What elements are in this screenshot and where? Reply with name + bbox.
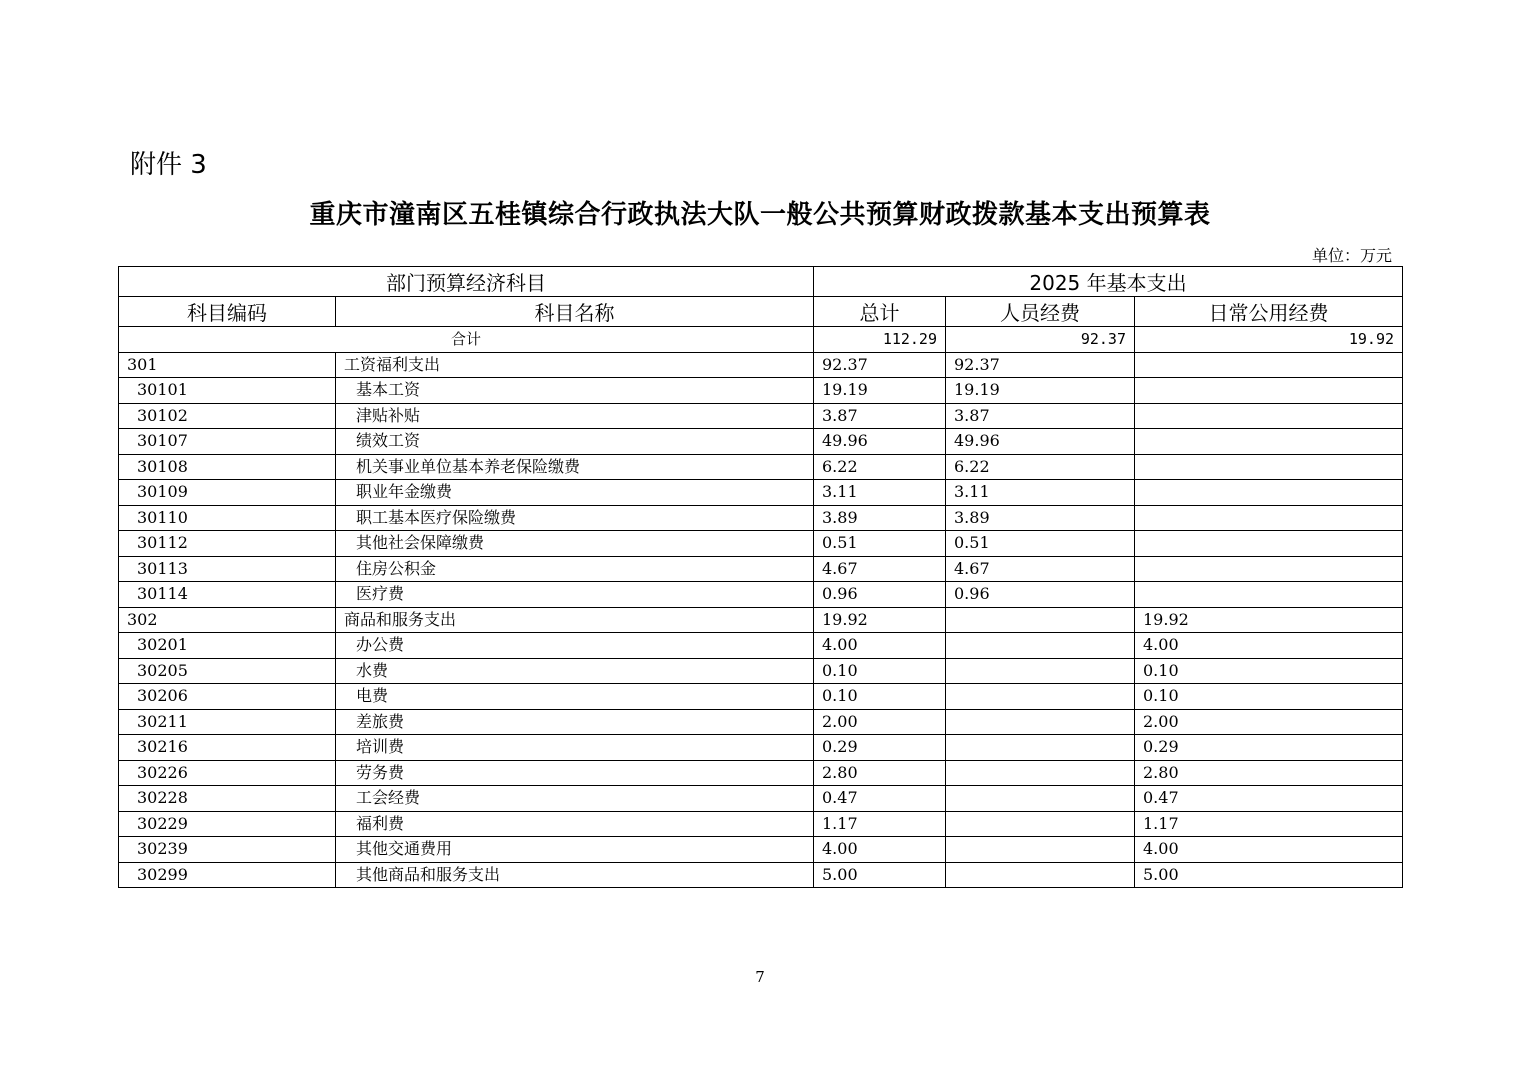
row-total: 6.22 <box>814 454 946 480</box>
table-row <box>119 862 1403 888</box>
budget-table <box>118 266 1403 888</box>
row-code: 30211 <box>119 709 336 735</box>
row-personnel <box>946 709 1135 735</box>
row-code: 30114 <box>119 582 336 608</box>
row-total: 3.11 <box>814 480 946 506</box>
row-name: 机关事业单位基本养老保险缴费 <box>336 454 814 480</box>
total-label: 合计 <box>119 327 814 353</box>
row-code: 30108 <box>119 454 336 480</box>
table-row <box>119 658 1403 684</box>
row-name: 办公费 <box>336 633 814 659</box>
row-name: 工会经费 <box>336 786 814 812</box>
header-economic-subject: 部门预算经济科目 <box>119 267 814 297</box>
row-name: 电费 <box>336 684 814 710</box>
row-personnel <box>946 811 1135 837</box>
row-personnel <box>946 837 1135 863</box>
row-total: 0.51 <box>814 531 946 557</box>
row-public: 19.92 <box>1135 607 1403 633</box>
row-public <box>1135 378 1403 404</box>
header-column-row <box>119 297 1403 327</box>
total-total: 112.29 <box>814 327 946 353</box>
row-code: 30113 <box>119 556 336 582</box>
row-personnel <box>946 735 1135 761</box>
row-total: 0.47 <box>814 786 946 812</box>
row-name: 职工基本医疗保险缴费 <box>336 505 814 531</box>
table-row <box>119 786 1403 812</box>
row-public <box>1135 480 1403 506</box>
row-name: 水费 <box>336 658 814 684</box>
table-row <box>119 760 1403 786</box>
row-code: 302 <box>119 607 336 633</box>
row-code: 30299 <box>119 862 336 888</box>
unit-label: 单位：万元 <box>1311 246 1392 265</box>
row-personnel: 6.22 <box>946 454 1135 480</box>
total-public: 19.92 <box>1135 327 1403 353</box>
row-total: 92.37 <box>814 352 946 378</box>
row-public: 0.10 <box>1135 658 1403 684</box>
row-name: 基本工资 <box>336 378 814 404</box>
row-name: 其他交通费用 <box>336 837 814 863</box>
table-row <box>119 556 1403 582</box>
total-personnel: 92.37 <box>946 327 1135 353</box>
row-name: 商品和服务支出 <box>336 607 814 633</box>
row-total: 0.10 <box>814 658 946 684</box>
row-personnel <box>946 633 1135 659</box>
row-public <box>1135 454 1403 480</box>
row-personnel: 4.67 <box>946 556 1135 582</box>
header-code: 科目编码 <box>119 297 336 327</box>
row-code: 30216 <box>119 735 336 761</box>
row-name: 绩效工资 <box>336 429 814 455</box>
table-row <box>119 633 1403 659</box>
row-public <box>1135 352 1403 378</box>
row-total: 19.92 <box>814 607 946 633</box>
row-name: 差旅费 <box>336 709 814 735</box>
row-personnel <box>946 607 1135 633</box>
row-code: 30101 <box>119 378 336 404</box>
row-personnel: 3.89 <box>946 505 1135 531</box>
row-name: 劳务费 <box>336 760 814 786</box>
row-personnel: 0.51 <box>946 531 1135 557</box>
header-total: 总计 <box>814 297 946 327</box>
row-total: 0.10 <box>814 684 946 710</box>
table-row <box>119 531 1403 557</box>
row-public: 4.00 <box>1135 837 1403 863</box>
row-personnel <box>946 684 1135 710</box>
header-group-row <box>119 267 1403 297</box>
row-name: 职业年金缴费 <box>336 480 814 506</box>
row-code: 30107 <box>119 429 336 455</box>
row-public <box>1135 531 1403 557</box>
row-personnel: 49.96 <box>946 429 1135 455</box>
row-total: 4.00 <box>814 633 946 659</box>
row-public <box>1135 556 1403 582</box>
row-code: 30228 <box>119 786 336 812</box>
table-body <box>119 327 1403 888</box>
table-row <box>119 454 1403 480</box>
page-title: 重庆市潼南区五桂镇综合行政执法大队一般公共预算财政拨款基本支出预算表 <box>309 200 1211 230</box>
row-personnel: 92.37 <box>946 352 1135 378</box>
row-public: 0.29 <box>1135 735 1403 761</box>
row-name: 工资福利支出 <box>336 352 814 378</box>
row-code: 30109 <box>119 480 336 506</box>
row-public: 4.00 <box>1135 633 1403 659</box>
row-total: 4.00 <box>814 837 946 863</box>
row-total: 19.19 <box>814 378 946 404</box>
table-row <box>119 352 1403 378</box>
attachment-label: 附件 3 <box>130 150 207 180</box>
row-code: 30112 <box>119 531 336 557</box>
header-name: 科目名称 <box>336 297 814 327</box>
row-personnel <box>946 760 1135 786</box>
table-row <box>119 582 1403 608</box>
row-public: 2.00 <box>1135 709 1403 735</box>
row-code: 30239 <box>119 837 336 863</box>
row-public <box>1135 505 1403 531</box>
row-total: 5.00 <box>814 862 946 888</box>
row-code: 30110 <box>119 505 336 531</box>
row-public: 0.47 <box>1135 786 1403 812</box>
row-total: 0.29 <box>814 735 946 761</box>
row-code: 30102 <box>119 403 336 429</box>
total-row <box>119 327 1403 353</box>
row-total: 2.00 <box>814 709 946 735</box>
row-public: 2.80 <box>1135 760 1403 786</box>
row-total: 2.80 <box>814 760 946 786</box>
row-name: 培训费 <box>336 735 814 761</box>
row-personnel: 19.19 <box>946 378 1135 404</box>
row-public <box>1135 429 1403 455</box>
table-row <box>119 480 1403 506</box>
row-personnel <box>946 786 1135 812</box>
page-number: 7 <box>755 968 765 986</box>
row-code: 30206 <box>119 684 336 710</box>
row-code: 30229 <box>119 811 336 837</box>
table-row <box>119 735 1403 761</box>
table-row <box>119 709 1403 735</box>
row-public: 0.10 <box>1135 684 1403 710</box>
row-total: 3.89 <box>814 505 946 531</box>
row-code: 30201 <box>119 633 336 659</box>
row-personnel: 3.11 <box>946 480 1135 506</box>
row-total: 3.87 <box>814 403 946 429</box>
header-basic-expenditure: 2025 年基本支出 <box>814 267 1403 297</box>
row-total: 49.96 <box>814 429 946 455</box>
row-public: 1.17 <box>1135 811 1403 837</box>
row-code: 30205 <box>119 658 336 684</box>
row-name: 医疗费 <box>336 582 814 608</box>
table-row <box>119 378 1403 404</box>
row-personnel: 3.87 <box>946 403 1135 429</box>
row-name: 其他商品和服务支出 <box>336 862 814 888</box>
row-public: 5.00 <box>1135 862 1403 888</box>
row-personnel <box>946 658 1135 684</box>
row-total: 1.17 <box>814 811 946 837</box>
table-row <box>119 684 1403 710</box>
table-row <box>119 403 1403 429</box>
header-public: 日常公用经费 <box>1135 297 1403 327</box>
row-name: 津贴补贴 <box>336 403 814 429</box>
row-name: 福利费 <box>336 811 814 837</box>
table-row <box>119 505 1403 531</box>
table-row <box>119 837 1403 863</box>
row-public <box>1135 403 1403 429</box>
table-row <box>119 811 1403 837</box>
table-row <box>119 429 1403 455</box>
table-row <box>119 607 1403 633</box>
row-personnel: 0.96 <box>946 582 1135 608</box>
row-name: 住房公积金 <box>336 556 814 582</box>
row-total: 0.96 <box>814 582 946 608</box>
row-name: 其他社会保障缴费 <box>336 531 814 557</box>
row-personnel <box>946 862 1135 888</box>
header-personnel: 人员经费 <box>946 297 1135 327</box>
row-code: 301 <box>119 352 336 378</box>
row-public <box>1135 582 1403 608</box>
row-code: 30226 <box>119 760 336 786</box>
row-total: 4.67 <box>814 556 946 582</box>
